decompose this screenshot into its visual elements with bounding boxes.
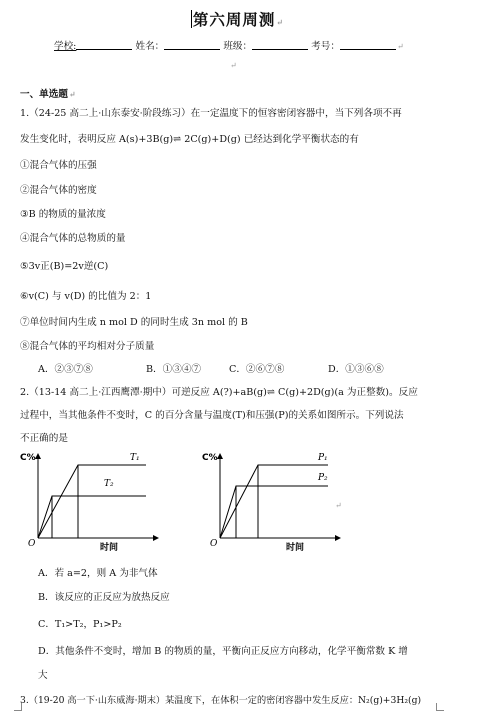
q1-item-7: ⑦单位时间内生成 n mol D 的同时生成 3n mol 的 B <box>20 317 248 328</box>
return-mark-icon: ↵ <box>276 17 285 27</box>
q1-item-4: ④混合气体的总物质的量 <box>20 233 126 244</box>
q1-line1: 1.（24-25 高二上·山东泰安·阶段练习）在一定温度下的恒容密闭容器中，当下列各项不再 <box>20 108 402 119</box>
empty-paragraph <box>229 60 237 71</box>
section-title-text: 一、单选题 <box>20 89 68 100</box>
q1-choice-c: C．②⑥⑦⑧ <box>229 364 285 375</box>
curve-t1 <box>38 465 146 538</box>
empty-paragraph <box>334 500 342 511</box>
q2-line2: 过程中，当其他条件不变时，C 的百分含量与温度(T)和压强(P)的关系如图所示。下列说法 <box>20 410 404 421</box>
q3-line1: 3.（19-20 高一下·山东威海·期末）某温度下，在体积一定的密闭容器中发生反应：N₂(g)+3H₂(g) <box>20 695 422 706</box>
school-blank[interactable] <box>76 40 132 50</box>
section-title <box>20 86 76 100</box>
return-mark-icon: ↵ <box>68 89 76 99</box>
q1-item-6: ⑥v(C) 与 v(D) 的比值为 2：1 <box>20 291 152 302</box>
q1-choice-d: D．①③⑥⑧ <box>328 364 384 375</box>
q1-item-1: ①混合气体的压强 <box>20 160 97 171</box>
series-label-p1: P₁ <box>318 453 328 463</box>
title-text: 第六周周测 <box>192 10 276 29</box>
school-label: 学校: <box>54 41 77 52</box>
q2-option-d: D．其他条件不变时，增加 B 的物质的量，平衡向正反应方向移动，化学平衡常数 K 增 <box>38 646 408 657</box>
q1-item-3: ③B 的物质的量浓度 <box>20 209 106 220</box>
pressure-chart <box>200 446 350 554</box>
page-title <box>0 8 477 30</box>
series-label-t1: T₁ <box>130 453 140 463</box>
q2-option-b: B．该反应的正反应为放热反应 <box>38 592 170 603</box>
page-corner-mark <box>436 703 444 711</box>
y-axis-label: C% <box>202 453 218 463</box>
student-info-line <box>54 38 404 52</box>
series-label-t2: T₂ <box>104 479 114 489</box>
temperature-chart <box>18 446 168 554</box>
origin-label: O <box>210 539 218 549</box>
origin-label: O <box>28 539 36 549</box>
q2-option-c: C．T₁>T₂，P₁>P₂ <box>38 619 122 630</box>
q2-option-d-cont: 大 <box>38 670 48 681</box>
class-label: 班级： <box>223 41 253 52</box>
name-label: 姓名： <box>135 41 165 52</box>
q2-option-a: A．若 a=2，则 A 为非气体 <box>38 568 158 579</box>
name-blank[interactable] <box>164 40 220 50</box>
q1-line2: 发生变化时，表明反应 A(s)+3B(g)⇌ 2C(g)+D(g) 已经达到化学平衡状态的有 <box>20 134 359 145</box>
q1-choice-a: A．②③⑦⑧ <box>38 364 93 375</box>
exam-no-label: 考号： <box>311 41 340 52</box>
q1-choice-b: B．①③④⑦ <box>146 364 202 375</box>
exam-no-blank[interactable] <box>340 40 396 50</box>
curve-t2 <box>38 496 146 538</box>
x-axis-label: 时间 <box>286 543 305 553</box>
q1-item-2: ②混合气体的密度 <box>20 185 97 196</box>
series-label-p2: P₂ <box>318 473 328 483</box>
text-cursor <box>191 10 192 28</box>
y-axis-label: C% <box>20 453 36 463</box>
return-mark-icon: ↵ <box>230 61 237 70</box>
q1-item-8: ⑧混合气体的平均相对分子质量 <box>20 341 155 352</box>
page-corner-mark <box>14 703 22 711</box>
q2-line3: 不正确的是 <box>20 433 68 444</box>
q2-line1: 2.（13-14 高二上·江西鹰潭·期中）可逆反应 A(?)+aB(g)⇌ C(g)+2D(g)(a 为正整数)。反应 <box>20 387 418 398</box>
class-blank[interactable] <box>252 40 308 50</box>
return-mark-icon: ↵ <box>396 42 404 51</box>
return-mark-icon: ↵ <box>335 501 342 510</box>
x-axis-label: 时间 <box>100 543 119 553</box>
q1-item-5: ⑤3v正(B)=2v逆(C) <box>20 261 109 272</box>
